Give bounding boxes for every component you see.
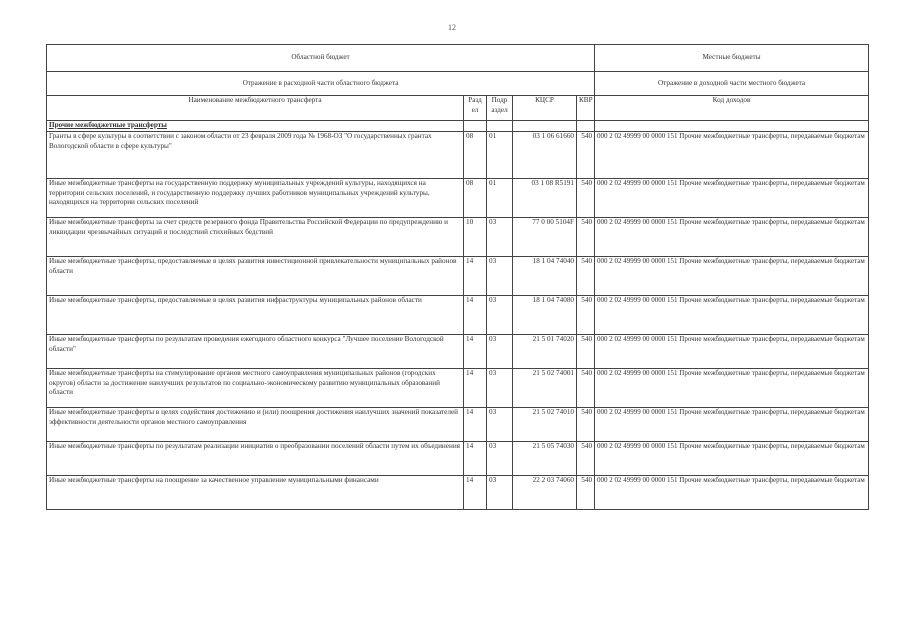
column-header-razdel: Разд ел — [464, 96, 487, 121]
column-header-podrazdel: Подр аздел — [487, 96, 513, 121]
razdel-cell: 14 — [464, 257, 487, 296]
razdel-cell: 14 — [464, 408, 487, 442]
income-code-cell: 000 2 02 49999 00 0000 151 Прочие межбюджетные трансферты, передаваемые бюджетам — [595, 296, 869, 335]
page-number: 12 — [448, 23, 456, 32]
kvr-cell: 540 — [577, 179, 595, 218]
table-row — [47, 296, 869, 335]
kcsr-cell: 03 1 06 61660 — [513, 132, 577, 179]
podrazdel-cell: 01 — [487, 179, 513, 218]
kcsr-cell: 21 5 02 74001 — [513, 369, 577, 408]
income-code-cell: 000 2 02 49999 00 0000 151 Прочие межбюджетные трансферты, передаваемые бюджетам — [595, 442, 869, 476]
income-code-cell: 000 2 02 49999 00 0000 151 Прочие межбюджетные трансферты, передаваемые бюджетам — [595, 369, 869, 408]
podrazdel-cell: 03 — [487, 335, 513, 369]
budget-transfer-table — [46, 44, 869, 510]
transfer-name: Иные межбюджетные трансферты на государственную поддержку муниципальных учреждений культуры, находящихся на территории сельских поселений, и государственную поддержку лучших работников муниципальных учреждений культуры, находящихся на территории сельских поселений — [47, 179, 464, 218]
column-header-kcsr: КЦСР — [513, 96, 577, 121]
razdel-cell: 14 — [464, 335, 487, 369]
podrazdel-cell: 03 — [487, 218, 513, 257]
kvr-cell: 540 — [577, 442, 595, 476]
local-budgets-header: Местные бюджеты — [595, 45, 869, 72]
table-row — [47, 257, 869, 296]
table-row — [47, 335, 869, 369]
table-row — [47, 179, 869, 218]
kcsr-cell: 03 1 08 R5191 — [513, 179, 577, 218]
income-code-cell: 000 2 02 49999 00 0000 151 Прочие межбюджетные трансферты, передаваемые бюджетам — [595, 218, 869, 257]
kcsr-cell: 21 5 05 74030 — [513, 442, 577, 476]
razdel-cell: 14 — [464, 369, 487, 408]
razdel-cell: 08 — [464, 179, 487, 218]
kvr-cell: 540 — [577, 335, 595, 369]
podrazdel-cell: 03 — [487, 369, 513, 408]
transfer-name: Иные межбюджетные трансферты за счет средств резервного фонда Правительства Российской Федерации по предупреждению и ликвидации чрезвычайных ситуаций и последствий стихийных бедствий — [47, 218, 464, 257]
column-header-kvr: КВР — [577, 96, 595, 121]
razdel-cell: 08 — [464, 132, 487, 179]
table-row — [47, 408, 869, 442]
podrazdel-cell: 03 — [487, 408, 513, 442]
column-header-name: Наименование межбюджетного трансферта — [47, 96, 464, 121]
razdel-cell: 14 — [464, 442, 487, 476]
podrazdel-cell: 03 — [487, 296, 513, 335]
expense-reflection-header: Отражение в расходной части областного бюджета — [47, 72, 595, 96]
table-row — [47, 218, 869, 257]
podrazdel-cell: 01 — [487, 132, 513, 179]
razdel-cell: 14 — [464, 476, 487, 510]
podrazdel-cell: 03 — [487, 257, 513, 296]
kvr-cell: 540 — [577, 132, 595, 179]
table-row — [47, 369, 869, 408]
kvr-cell: 540 — [577, 257, 595, 296]
column-header-income-code: Код доходов — [595, 96, 869, 121]
transfer-name: Иные межбюджетные трансферты в целях содействия достижению и (или) поощрения достижения наилучших значений показателей эффективности деятельности органов местного самоуправления — [47, 408, 464, 442]
section-empty-cell — [595, 121, 869, 132]
kcsr-cell: 21 5 02 74010 — [513, 408, 577, 442]
kcsr-cell: 77 0 00 5104F — [513, 218, 577, 257]
section-empty-cell — [513, 121, 577, 132]
income-reflection-header: Отражение в доходной части местного бюджета — [595, 72, 869, 96]
kcsr-cell: 18 1 04 74080 — [513, 296, 577, 335]
podrazdel-cell: 03 — [487, 476, 513, 510]
kvr-cell: 540 — [577, 369, 595, 408]
table-row — [47, 442, 869, 476]
income-code-cell: 000 2 02 49999 00 0000 151 Прочие межбюджетные трансферты, передаваемые бюджетам — [595, 179, 869, 218]
kcsr-cell: 22 2 03 74060 — [513, 476, 577, 510]
income-code-cell: 000 2 02 49999 00 0000 151 Прочие межбюджетные трансферты, передаваемые бюджетам — [595, 132, 869, 179]
regional-budget-header: Областной бюджет — [47, 45, 595, 72]
kvr-cell: 540 — [577, 476, 595, 510]
income-code-cell: 000 2 02 49999 00 0000 151 Прочие межбюджетные трансферты, передаваемые бюджетам — [595, 408, 869, 442]
kcsr-cell: 18 1 04 74040 — [513, 257, 577, 296]
section-title: Прочие межбюджетные трансферты — [47, 121, 464, 132]
transfer-name: Иные межбюджетные трансферты на поощрение за качественное управление муниципальными финансами — [47, 476, 464, 510]
kvr-cell: 540 — [577, 218, 595, 257]
transfer-name: Иные межбюджетные трансферты, предоставляемые в целях развития инфраструктуры муниципальных районов области — [47, 296, 464, 335]
section-empty-cell — [464, 121, 487, 132]
transfer-name: Гранты в сфере культуры в соответствии с законом области от 23 февраля 2009 года № 1968-ОЗ "О государственных грантах Вологодской области в сфере культуры" — [47, 132, 464, 179]
transfer-name: Иные межбюджетные трансферты на стимулирование органов местного самоуправления муниципальных районов (городских округов) области за достижение наилучших результатов по социально-экономическому развитию муниципальных образований области — [47, 369, 464, 408]
transfer-name: Иные межбюджетные трансферты, предоставляемые в целях развития инвестиционной привлекательности муниципальных районов области — [47, 257, 464, 296]
income-code-cell: 000 2 02 49999 00 0000 151 Прочие межбюджетные трансферты, передаваемые бюджетам — [595, 257, 869, 296]
table-row — [47, 476, 869, 510]
kcsr-cell: 21 5 01 74020 — [513, 335, 577, 369]
section-empty-cell — [487, 121, 513, 132]
transfer-name: Иные межбюджетные трансферты по результатам реализации инициатив о преобразовании поселений области путем их объединения — [47, 442, 464, 476]
income-code-cell: 000 2 02 49999 00 0000 151 Прочие межбюджетные трансферты, передаваемые бюджетам — [595, 476, 869, 510]
income-code-cell: 000 2 02 49999 00 0000 151 Прочие межбюджетные трансферты, передаваемые бюджетам — [595, 335, 869, 369]
table-row — [47, 132, 869, 179]
podrazdel-cell: 03 — [487, 442, 513, 476]
razdel-cell: 14 — [464, 296, 487, 335]
section-empty-cell — [577, 121, 595, 132]
kvr-cell: 540 — [577, 296, 595, 335]
kvr-cell: 540 — [577, 408, 595, 442]
transfer-name: Иные межбюджетные трансферты по результатам проведения ежегодного областного конкурса "Лучшее поселение Вологодской области" — [47, 335, 464, 369]
razdel-cell: 10 — [464, 218, 487, 257]
